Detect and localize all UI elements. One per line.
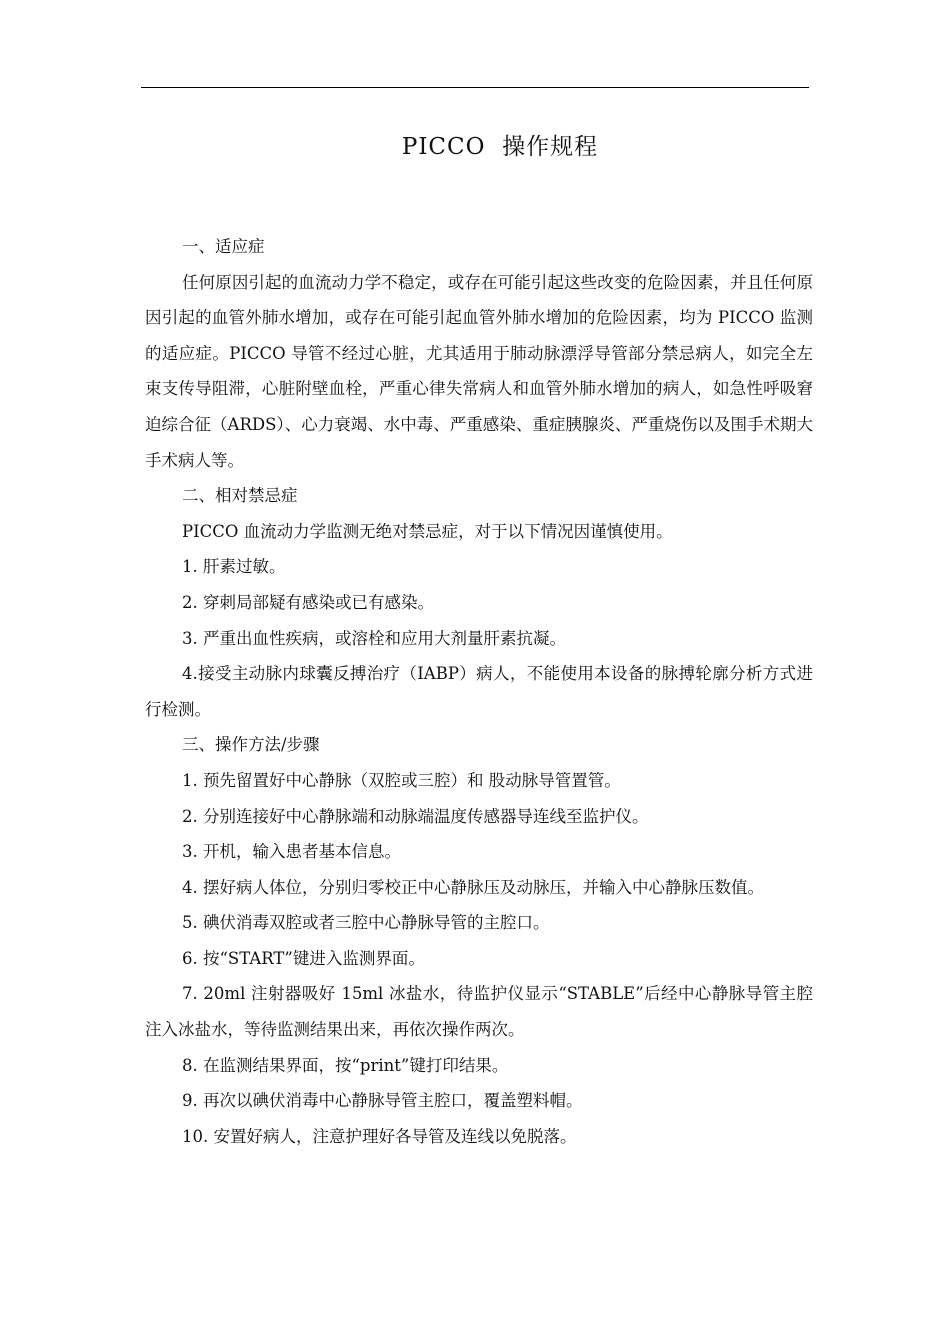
contraindication-item: 4.接受主动脉内球囊反搏治疗（IABP）病人，不能使用本设备的脉搏轮廓分析方式进行检测。 — [145, 664, 813, 719]
section-heading-procedure: 三、操作方法/步骤 — [182, 735, 320, 755]
procedure-step: 6. 按“START”键进入监测界面。 — [182, 948, 425, 968]
section-heading-contraindications: 二、相对禁忌症 — [182, 486, 298, 506]
procedure-step: 4. 摆好病人体位，分别归零校正中心静脉压及动脉压，并输入中心静脉压数值。 — [182, 877, 764, 897]
contraindication-item: 2. 穿刺局部疑有感染或已有感染。 — [182, 592, 434, 612]
procedure-step: 8. 在监测结果界面，按“print”键打印结果。 — [182, 1055, 509, 1075]
procedure-step: 7. 20ml 注射器吸好 15ml 冰盐水，待监护仪显示“STABLE”后经中心静脉导管主腔注入冰盐水，等待监测结果出来，再依次操作两次。 — [145, 984, 813, 1040]
procedure-step: 9. 再次以碘伏消毒中心静脉导管主腔口，覆盖塑料帽。 — [182, 1091, 583, 1111]
document-body — [145, 229, 813, 1154]
header-rule — [141, 87, 809, 88]
section-heading-indications: 一、适应症 — [182, 237, 265, 256]
procedure-step: 1. 预先留置好中心静脉（双腔或三腔）和 股动脉导管置管。 — [182, 770, 621, 790]
procedure-step: 3. 开机，输入患者基本信息。 — [182, 842, 401, 862]
indications-paragraph: 任何原因引起的血流动力学不稳定，或存在可能引起这些改变的危险因素，并且任何原因引起的血管外肺水增加，或存在可能引起血管外肺水增加的危险因素，均为 PICCO 监测的适应症。PICCO 导管不经过心脏，尤其适用于肺动脉漂浮导管部分禁忌病人，如完全左束支传导阻滞，心脏附壁血栓，严重心律失常病人和血管外肺水增加的病人，如急性呼吸窘迫综合征（ARDS）、心力衰竭、水中毒、严重感染、重症胰腺炎、严重烧伤以及围手术期大手术病人等。 — [145, 272, 813, 470]
procedure-step: 5. 碘伏消毒双腔或者三腔中心静脉导管的主腔口。 — [182, 913, 550, 933]
document-title: PICCO 操作规程 — [401, 134, 599, 160]
contraindication-item: 1. 肝素过敏。 — [182, 557, 286, 577]
contraindication-item: 3. 严重出血性疾病，或溶栓和应用大剂量肝素抗凝。 — [182, 628, 566, 648]
contraindications-intro: PICCO 血流动力学监测无绝对禁忌症，对于以下情况因谨慎使用。 — [182, 521, 673, 541]
procedure-step: 2. 分别连接好中心静脉端和动脉端温度传感器导连线至监护仪。 — [182, 806, 649, 826]
procedure-step: 10. 安置好病人，注意护理好各导管及连线以免脱落。 — [182, 1126, 577, 1146]
